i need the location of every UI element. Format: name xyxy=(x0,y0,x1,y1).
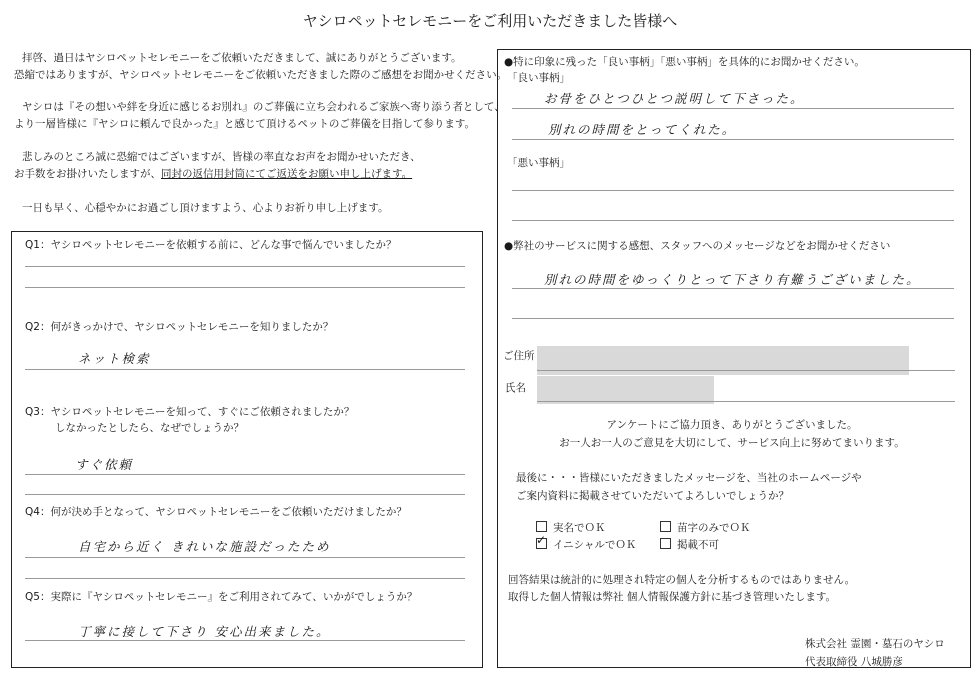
answer-line xyxy=(25,287,465,288)
representative: 代表取締役 八城勝彦 xyxy=(805,656,903,668)
address-label: ご住所 xyxy=(503,350,535,362)
answer-line xyxy=(512,288,954,289)
good-label: 「良い事柄」 xyxy=(507,72,570,84)
q2-answer: ネット検索 xyxy=(78,351,151,366)
q5-text: Q5：実際に『ヤシロペットセレモニー』をご利用されてみて、いかがでしょうか？ xyxy=(25,591,418,603)
q3-text-line1: Q3：ヤシロペットセレモニーを知って、すぐにご依頼されましたか？ xyxy=(25,406,355,418)
answer-line xyxy=(25,266,465,267)
intro-p3-line2-b: 同封の返信用封筒にてご返送をお願い申し上げます。 xyxy=(161,168,413,180)
intro-p2-line1: ヤシロは『その想いや絆を身近に感じるお別れ』のご葬儀に立ち会われるご家族へ寄り添う者として、 xyxy=(22,101,505,113)
checked-checkbox-icon[interactable] xyxy=(536,538,547,549)
intro-p3-line2 xyxy=(14,167,412,182)
intro-p1-line2: 恐縮ではありますが、ヤシロペットセレモニーをご依頼いただきました際のご感想をお聞かせください。 xyxy=(14,69,508,81)
answer-line xyxy=(25,640,465,641)
intro-p3-line2-a: お手数をお掛けいたしますが、 xyxy=(14,168,161,180)
impression-question: ●特に印象に残った「良い事柄」「悪い事柄」を具体的にお聞かせください。 xyxy=(504,56,865,68)
intro-p2-line2: より一層皆様に『ヤシロに頼んで良かった』と感じて頂けるペットのご葬儀を目指して参ります。 xyxy=(14,118,476,130)
name-label: 氏名 xyxy=(505,382,526,394)
answer-line xyxy=(512,190,954,191)
ask-line-2: ご案内資料に掲載させていただいてよろしいでしょうか？ xyxy=(516,490,789,502)
address-line xyxy=(537,370,955,371)
intro-p1-line1: 拝啓、過日はヤシロペットセレモニーをご依頼いただきまして、誠にありがとうございます。 xyxy=(22,52,462,64)
name-line xyxy=(537,401,955,402)
q3-text-line2: しなかったとしたら、なぜでしょうか？ xyxy=(55,422,244,434)
q5-answer: 丁寧に接して下さり 安心出来ました。 xyxy=(78,624,331,639)
answer-line xyxy=(512,108,954,109)
q2-text: Q2：何がきっかけで、ヤシロペットセレモニーを知りましたか？ xyxy=(25,321,334,333)
option-real-name[interactable]: 実名でＯＫ xyxy=(536,520,606,535)
q4-text: Q4：何が決め手となって、ヤシロペットセレモニーをご依頼いただけましたか？ xyxy=(25,506,407,518)
answer-line xyxy=(25,369,465,370)
checkbox-icon[interactable] xyxy=(660,521,671,532)
option-not-allowed[interactable]: 掲載不可 xyxy=(660,537,719,552)
service-question: ●弊社のサービスに関する感想、スタッフへのメッセージなどをお聞かせください xyxy=(504,240,891,252)
notice-line-1: 回答結果は統計的に処理され特定の個人を分析するものではありません。 xyxy=(508,574,856,586)
answer-line xyxy=(25,557,465,558)
bad-label: 「悪い事柄」 xyxy=(507,157,570,169)
name-redacted xyxy=(537,376,714,404)
answer-line xyxy=(512,318,954,319)
answer-line xyxy=(512,220,954,221)
good-answer-1: お骨をひとつひとつ説明して下さった。 xyxy=(544,91,805,106)
ask-line-1: 最後に・・・皆様にいただきましたメッセージを、当社のホームページや xyxy=(516,472,862,484)
answer-line xyxy=(25,474,465,475)
q4-answer: 自宅から近く きれいな施設だったため xyxy=(78,539,331,554)
q1-text: Q1：ヤシロペットセレモニーを依頼する前に、どんな事で悩んでいましたか？ xyxy=(25,239,397,251)
company-name: 株式会社 霊園・墓石のヤシロ xyxy=(805,638,945,650)
thanks-line-1: アンケートにご協力頂き、ありがとうございました。 xyxy=(606,419,858,431)
option-initials[interactable]: ✓イニシャルでＯＫ xyxy=(536,537,636,552)
thanks-line-2: お一人お一人のご意見を大切にして、サービス向上に努めてまいります。 xyxy=(559,437,905,449)
option-surname-only[interactable]: 苗字のみでＯＫ xyxy=(660,520,751,535)
service-answer: 別れの時間をゆっくりとって下さり有難うございました。 xyxy=(544,272,921,287)
q3-answer: すぐ依頼 xyxy=(75,457,134,472)
checkbox-icon[interactable] xyxy=(536,521,547,532)
intro-p3-line1: 悲しみのところ誠に恐縮ではございますが、皆様の率直なお声をお聞かせいただき、 xyxy=(22,151,421,163)
answer-line xyxy=(25,494,465,495)
page-title: ヤシロペットセレモニーをご利用いただきました皆様へ xyxy=(302,12,678,30)
answer-line xyxy=(25,578,465,579)
answer-line xyxy=(512,139,954,140)
good-answer-2: 別れの時間をとってくれた。 xyxy=(548,122,737,137)
checkbox-icon[interactable] xyxy=(660,538,671,549)
intro-p4: 一日も早く、心穏やかにお過ごし頂けますよう、心よりお祈り申し上げます。 xyxy=(22,202,389,214)
notice-line-2: 取得した個人情報は弊社 個人情報保護方針に基づき管理いたします。 xyxy=(508,591,836,603)
